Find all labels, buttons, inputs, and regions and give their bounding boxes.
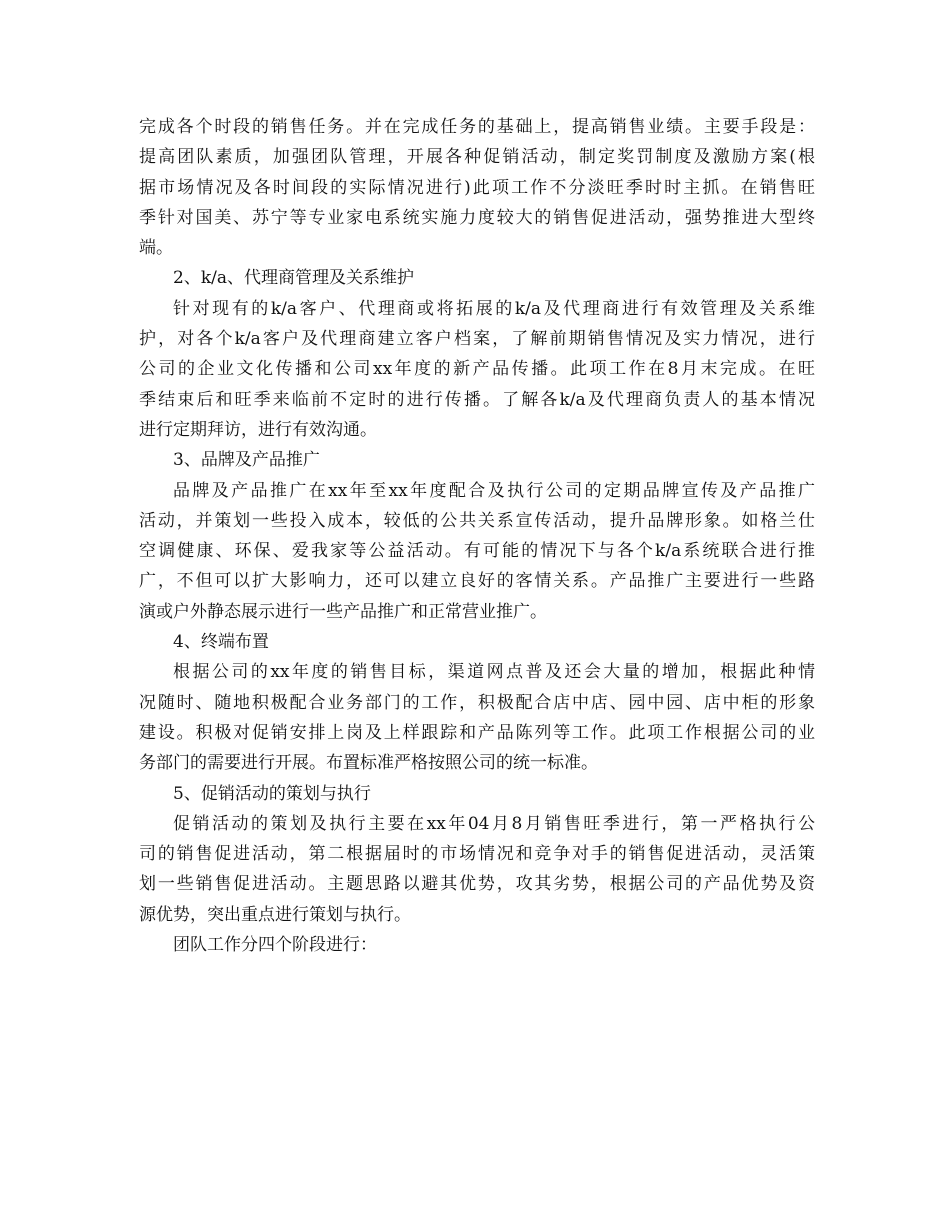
text-line: 司的销售促进活动，第二根据届时的市场情况和竞争对手的销售促进活动，灵活策 <box>139 844 815 865</box>
section-heading: 团队工作分四个阶段进行： <box>173 935 377 956</box>
text-line: 源优势，突出重点进行策划与执行。 <box>139 904 411 925</box>
section-heading: 5、促销活动的策划与执行 <box>173 783 371 804</box>
text-line: 划一些销售促进活动。主题思路以避其优势，攻其劣势，根据公司的产品优势及资 <box>139 874 815 895</box>
text-line: 空调健康、环保、爱我家等公益活动。有可能的情况下与各个k/a系统联合进行推 <box>139 541 815 562</box>
text-line: 活动，并策划一些投入成本，较低的公共关系宣传活动，提升品牌形象。如格兰仕 <box>139 510 815 531</box>
text-line: 公司的企业文化传播和公司xx年度的新产品传播。此项工作在8月末完成。在旺 <box>139 359 815 380</box>
text-line: 务部门的需要进行开展。布置标准严格按照公司的统一标准。 <box>139 753 598 774</box>
text-line: 据市场情况及各时间段的实际情况进行)此项工作不分淡旺季时时主抓。在销售旺 <box>139 177 815 198</box>
text-line: 提高团队素质，加强团队管理，开展各种促销活动，制定奖罚制度及激励方案(根 <box>139 147 815 168</box>
text-line: 护，对各个k/a客户及代理商建立客户档案，了解前期销售情况及实力情况，进行 <box>139 329 815 350</box>
text-line: 演或户外静态展示进行一些产品推广和正常营业推广。 <box>139 601 547 622</box>
text-line: 完成各个时段的销售任务。并在完成任务的基础上，提高销售业绩。主要手段是： <box>139 117 815 137</box>
section-heading: 2、k/a、代理商管理及关系维护 <box>173 268 414 289</box>
section-heading: 4、终端布置 <box>173 632 269 653</box>
text-line: 针对现有的k/a客户、代理商或将拓展的k/a及代理商进行有效管理及关系维 <box>173 298 815 319</box>
text-line: 进行定期拜访，进行有效沟通。 <box>139 419 377 440</box>
text-line: 广，不但可以扩大影响力，还可以建立良好的客情关系。产品推广主要进行一些路 <box>139 571 815 592</box>
text-line: 季结束后和旺季来临前不定时的进行传播。了解各k/a及代理商负责人的基本情况 <box>139 389 815 410</box>
text-line: 促销活动的策划及执行主要在xx年04月8月销售旺季进行，第一严格执行公 <box>173 813 815 834</box>
text-line: 端。 <box>139 238 173 259</box>
text-line: 况随时、随地积极配合业务部门的工作，积极配合店中店、园中园、店中柜的形象 <box>139 692 815 713</box>
text-line: 品牌及产品推广在xx年至xx年度配合及执行公司的定期品牌宣传及产品推广 <box>173 480 815 501</box>
text-line: 季针对国美、苏宁等专业家电系统实施力度较大的销售促进活动，强势推进大型终 <box>139 207 815 228</box>
text-line: 根据公司的xx年度的销售目标，渠道网点普及还会大量的增加，根据此种情 <box>173 662 815 683</box>
document-body <box>139 112 815 960</box>
text-line: 建设。积极对促销安排上岗及上样跟踪和产品陈列等工作。此项工作根据公司的业 <box>139 722 815 743</box>
section-heading: 3、品牌及产品推广 <box>173 450 320 471</box>
